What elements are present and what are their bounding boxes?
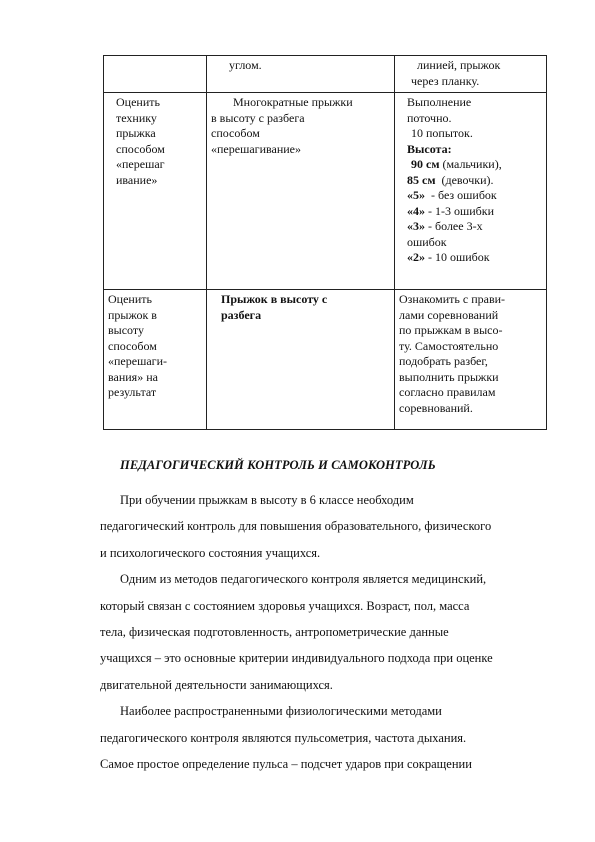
cell-text: лами соревнований <box>399 307 499 322</box>
paragraph-line: Одним из методов педагогического контроля является медицинский, <box>120 572 487 587</box>
cell-text: ошибок <box>407 234 447 249</box>
cell-text: прыжка <box>116 126 156 140</box>
cell-text: линией, прыжок <box>417 58 501 72</box>
grade-2-text: - 10 ошибок <box>428 250 490 264</box>
table-cell <box>207 93 395 290</box>
table-cell <box>395 56 547 93</box>
cell-text: высоту <box>108 323 144 337</box>
grade-2-mark: «2» <box>407 250 425 264</box>
paragraph-line: При обучении прыжкам в высоту в 6 классе необходим <box>120 493 414 507</box>
boys-height-value: 90 см <box>411 157 440 171</box>
grade-3-text: - более 3-х <box>428 219 483 233</box>
cell-text <box>407 250 542 266</box>
cell-text: Прыжок в высоту с <box>221 292 328 306</box>
height-label: Высота: <box>407 141 452 156</box>
cell-text <box>407 188 542 204</box>
cell-text: вания» на <box>108 369 158 384</box>
cell-text <box>407 204 542 220</box>
grade-4-text: - 1-3 ошибки <box>428 203 495 218</box>
cell-text: «перешаг <box>116 157 165 171</box>
cell-text: технику <box>116 110 157 125</box>
cell-text: способом <box>108 338 157 353</box>
cell-text: прыжок в <box>108 307 157 322</box>
cell-text: Многократные прыжки <box>233 95 353 109</box>
body-paragraphs <box>100 487 540 777</box>
cell-text: в высоту с разбега <box>211 110 305 125</box>
table-row <box>104 290 547 430</box>
paragraph-line: тела, физическая подготовленность, антропометрические данные <box>100 625 449 640</box>
cell-text: подобрать разбег, <box>399 354 488 368</box>
cell-text: результат <box>108 385 157 399</box>
girls-height-value: 85 см <box>407 172 436 187</box>
cell-text: разбега <box>221 307 262 322</box>
cell-text <box>407 157 542 173</box>
cell-text <box>407 142 542 158</box>
cell-text: поточно. <box>407 110 452 125</box>
table-row <box>104 56 547 93</box>
paragraph-line: учащихся – это основные критерии индивидуального подхода при оценке <box>100 651 493 666</box>
cell-text: ту. Самостоятельно <box>399 338 499 353</box>
paragraph-line: Наиболее распространенными физиологическими методами <box>120 704 442 719</box>
boys-label: (мальчики), <box>442 157 502 171</box>
cell-text: Оценить <box>108 292 152 306</box>
cell-text <box>407 173 542 189</box>
table-cell <box>207 290 395 430</box>
paragraph-line: который связан с состоянием здоровья учащихся. Возраст, пол, масса <box>100 598 470 613</box>
cell-text: по прыжкам в высо- <box>399 323 503 337</box>
grade-5-mark: «5» <box>407 188 425 202</box>
table-cell <box>104 290 207 430</box>
cell-text: согласно правилам <box>399 385 496 399</box>
grade-4-mark: «4» <box>407 203 425 218</box>
cell-text: ивание» <box>116 172 158 187</box>
table-cell <box>104 56 207 93</box>
cell-text: соревнований. <box>399 400 473 415</box>
girls-label: (девочки). <box>441 172 494 187</box>
table-cell <box>395 290 547 430</box>
cell-text <box>407 219 542 235</box>
paragraph-line: двигательной деятельности занимающихся. <box>100 677 333 692</box>
paragraph-line: педагогический контроль для повышения образовательного, физического <box>100 519 492 534</box>
table-cell <box>104 93 207 290</box>
cell-text: через планку. <box>411 73 480 88</box>
cell-text: выполнить прыжки <box>399 369 499 384</box>
table-cell <box>395 93 547 290</box>
lesson-plan-table <box>103 55 547 430</box>
paragraph-line: педагогического контроля являются пульсометрия, частота дыхания. <box>100 730 467 745</box>
section-heading: ПЕДАГОГИЧЕСКИЙ КОНТРОЛЬ И САМОКОНТРОЛЬ <box>120 458 436 472</box>
paragraph-line: и психологического состояния учащихся. <box>100 545 321 560</box>
cell-text: Ознакомить с прави- <box>399 292 506 306</box>
table-row <box>104 93 547 290</box>
cell-text: «перешагивание» <box>211 141 301 156</box>
cell-text: способом <box>116 141 165 156</box>
cell-text: Оценить <box>116 95 160 109</box>
cell-text: способом <box>211 126 260 140</box>
cell-text: углом. <box>229 58 262 72</box>
paragraph-line: Самое простое определение пульса – подсчет ударов при сокращении <box>100 757 472 772</box>
grade-5-text: - без ошибок <box>431 188 497 202</box>
table-cell <box>207 56 395 93</box>
cell-text: Выполнение <box>407 95 472 109</box>
cell-text: «перешаги- <box>108 354 167 368</box>
grade-3-mark: «3» <box>407 219 425 233</box>
cell-text: 10 попыток. <box>411 126 473 140</box>
